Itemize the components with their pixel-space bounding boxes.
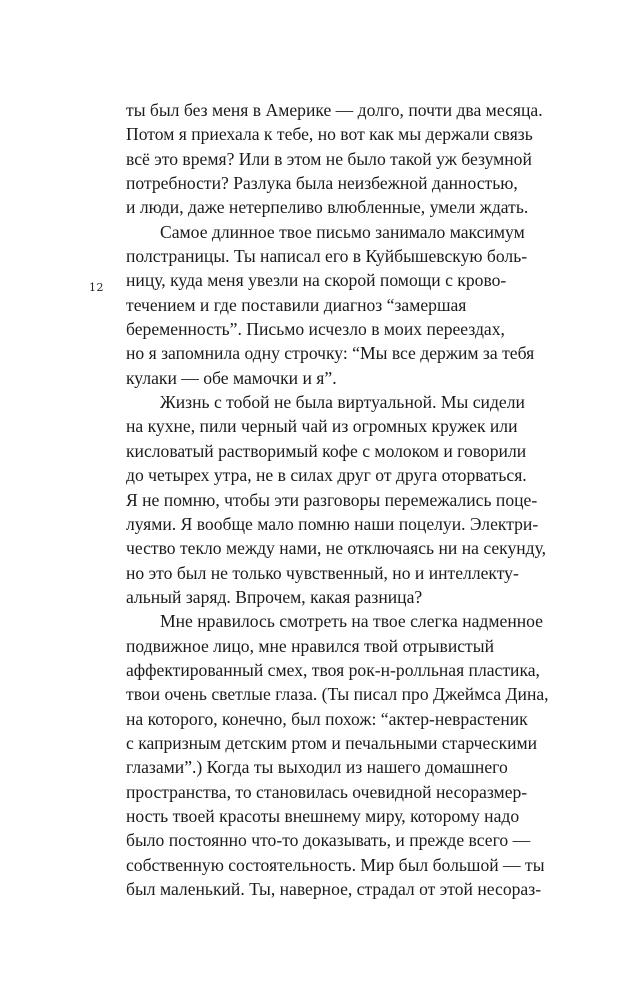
text-line: твои очень светлые глаза. (Ты писал про Джеймса Дина, <box>126 684 549 705</box>
text-line: всё это время? Или в этом не было такой уж безумной <box>126 148 532 169</box>
page-number: 12 <box>89 281 104 294</box>
text-line: на кухне, пили черный чай из огромных кружек или <box>126 416 518 437</box>
text-line: пространства, то становилась очевидной несоразмер- <box>126 781 528 802</box>
text-line: но это был не только чувственный, но и интеллекту- <box>126 562 519 583</box>
text-line: альный заряд. Впрочем, какая разница? <box>126 586 423 607</box>
text-line: до четырех утра, не в силах друг от друга оторваться. <box>126 465 527 486</box>
text-line: с капризным детским ртом и печальными старческими <box>126 732 538 753</box>
text-line: кисловатый растворимый кофе с молоком и говорили <box>126 440 527 461</box>
text-line: ты был без меня в Америке — долго, почти два месяца. <box>126 100 543 120</box>
text-line: беременность”. Письмо исчезло в моих переездах, <box>126 319 505 340</box>
text-line: но я запомнила одну строчку: “Мы все держим за тебя <box>126 343 535 364</box>
text-line: было постоянно что-то доказывать, и прежде всего — <box>126 830 531 851</box>
text-line: был маленький. Ты, наверное, страдал от этой несораз- <box>126 879 542 899</box>
paragraph-first-line: Жизнь с тобой не была виртуальной. Мы сидели <box>160 392 525 413</box>
text-line: Я не помню, чтобы эти разговоры перемежались поце- <box>126 489 538 510</box>
text-line: ность твоей красоты внешнему миру, которому надо <box>126 805 520 826</box>
text-line: кулаки — обе мамочки и я”. <box>126 367 337 388</box>
text-line: глазами”.) Когда ты выходил из нашего домашнего <box>126 757 508 778</box>
text-line: аффектированный смех, твоя рок-н-ролльная пластика, <box>126 659 540 680</box>
paragraph-first-line: Самое длинное твое письмо занимало максимум <box>160 221 525 242</box>
text-line: полстраницы. Ты написал его в Куйбышевскую боль- <box>126 246 528 267</box>
text-line: на которого, конечно, был похож: “актер-неврастеник <box>126 708 528 729</box>
text-line: чество текло между нами, не отключаясь ни на секунду, <box>126 538 547 559</box>
text-line: подвижное лицо, мне нравился твой отрывистый <box>126 635 494 656</box>
text-line: и люди, даже нетерпеливо влюбленные, умели ждать. <box>126 197 529 218</box>
text-line: потребности? Разлука была неизбежной данностью, <box>126 173 518 194</box>
paragraph-first-line: Мне нравилось смотреть на твое слегка надменное <box>160 611 543 632</box>
text-line: собственную состоятельность. Мир был большой — ты <box>126 854 545 875</box>
body-text <box>126 98 551 901</box>
text-line: луями. Я вообще мало помню наши поцелуи. Электри- <box>126 513 539 534</box>
text-line: ницу, куда меня увезли на скорой помощи с крово- <box>126 270 507 291</box>
text-line: Потом я приехала к тебе, но вот как мы держали связь <box>126 124 533 145</box>
text-line: течением и где поставили диагноз “замершая <box>126 294 467 315</box>
